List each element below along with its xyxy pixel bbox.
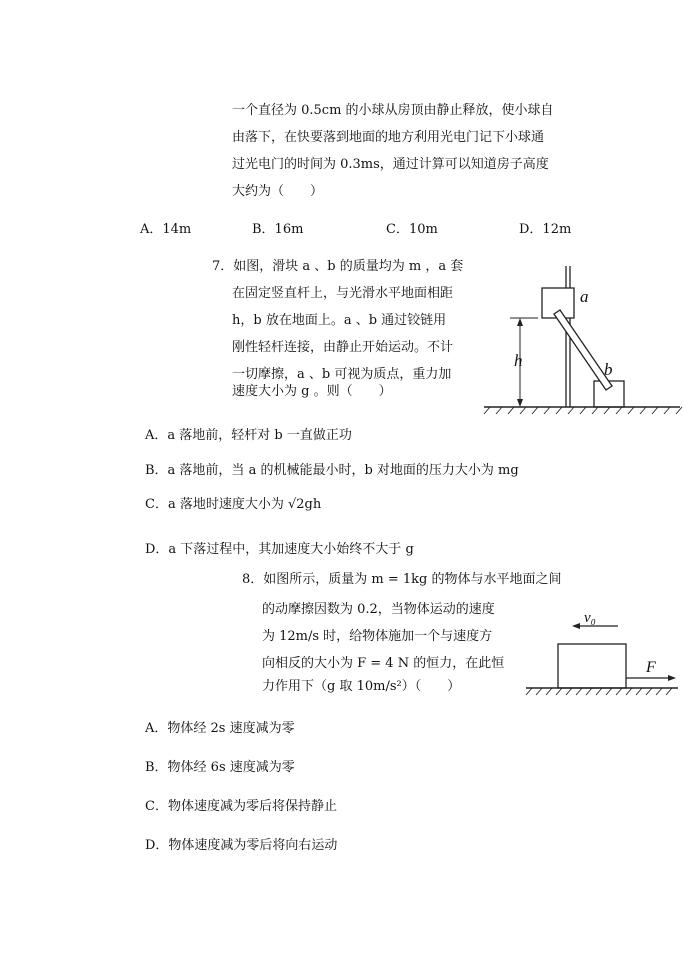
q6-option-c: C．10m	[386, 222, 438, 237]
q8-line-5: 力作用下（g 取 10m/s²）（ ）	[262, 679, 461, 694]
q8-ground-hatching	[526, 688, 672, 695]
q8-option-c: C．物体速度减为零后将保持静止	[145, 799, 337, 814]
q7-line-1: 7．如图，滑块 a 、b 的质量均为 m ，a 套	[212, 259, 464, 274]
label-v0: v₀	[584, 610, 596, 626]
label-f: F	[646, 659, 656, 676]
q8-figure	[522, 604, 680, 704]
q7-option-d: D．a 下落过程中，其加速度大小始终不大于 g	[145, 542, 414, 557]
ground-hatching	[484, 407, 682, 414]
q7-option-a: A．a 落地前，轻杆对 b 一直做正功	[145, 428, 352, 443]
q7-figure	[478, 262, 684, 422]
q8-line-4: 向相反的大小为 F = 4 N 的恒力，在此恒	[262, 656, 505, 671]
velocity-arrow-head	[572, 623, 580, 629]
q8-line-1: 8．如图所示，质量为 m = 1kg 的物体与水平地面之间	[242, 572, 562, 587]
q8-option-b: B．物体经 6s 速度减为零	[145, 760, 295, 775]
q7-line-5: 一切摩擦，a 、b 可视为质点，重力加	[232, 367, 452, 382]
q7-line-4: 刚性轻杆连接，由静止开始运动。不计	[232, 340, 454, 355]
q6-option-a: A．14m	[140, 222, 192, 237]
q6-option-d: D．12m	[519, 222, 572, 237]
q8-option-a: A．物体经 2s 速度减为零	[145, 721, 295, 736]
q8-line-3: 为 12m/s 时，给物体施加一个与速度方	[262, 629, 493, 644]
q6-line-3: 过光电门的时间为 0.3ms，通过计算可以知道房子高度	[232, 157, 549, 172]
q7-option-b: B．a 落地前，当 a 的机械能最小时，b 对地面的压力大小为 mg	[145, 463, 519, 478]
label-b: b	[604, 360, 613, 379]
q6-line-4: 大约为（ ）	[232, 184, 324, 199]
q6-line-1: 一个直径为 0.5cm 的小球从房顶由静止释放，使小球自	[232, 103, 554, 118]
label-a: a	[580, 287, 589, 306]
h-arrow-down	[517, 399, 523, 407]
q7-line-2: 在固定竖直杆上，与光滑水平地面相距	[232, 286, 454, 301]
q6-line-2: 由落下，在快要落到地面的地方利用光电门记下小球通	[232, 130, 545, 145]
q8-block	[558, 644, 626, 688]
q6-option-b: B．16m	[252, 222, 304, 237]
q7-option-c: C．a 落地时速度大小为 √2gh	[145, 497, 322, 512]
q8-option-d: D．物体速度减为零后将向右运动	[145, 838, 338, 853]
label-h: h	[514, 351, 523, 370]
q7-line-3: h，b 放在地面上。a 、b 通过铰链用	[232, 313, 447, 328]
force-arrow-head	[668, 675, 676, 681]
h-arrow-up	[517, 318, 523, 326]
q7-line-6: 速度大小为 g 。则（ ）	[232, 384, 392, 399]
q8-line-2: 的动摩擦因数为 0.2，当物体运动的速度	[262, 602, 495, 617]
